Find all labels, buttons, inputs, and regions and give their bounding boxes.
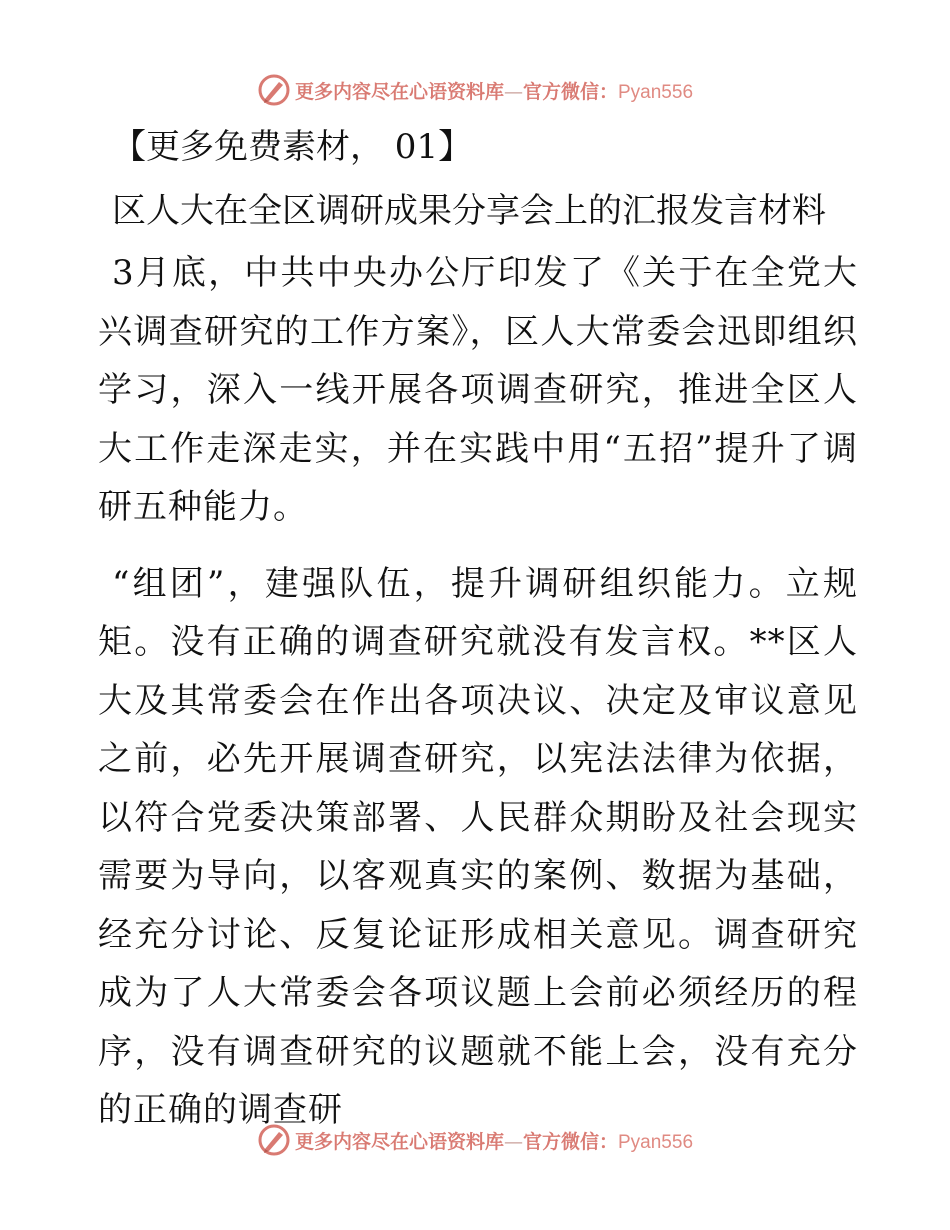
banner-text [295, 77, 693, 104]
pen-circle-logo-icon [257, 73, 291, 107]
paragraph-2: “组团”，建强队伍，提升调研组织能力。立规矩。没有正确的调查研究就没有发言权。**区人大及其常委会在作出各项决议、决定及审议意见之前，必先开展调查研究，以宪法法律为依据，以符合党委决策部署、人民群众期盼及社会现实需要为导向，以客观真实的案例、数据为基础，经充分讨论、反复论证形成相关意见。调查研究成为了人大常委会各项议题上会前必须经历的程序，没有调查研究的议题就不能上会，没有充分的正确的调查研 [98, 563, 858, 1130]
document-title: 区人大在全区调研成果分享会上的汇报发言材料 [112, 191, 826, 231]
header-banner-content [257, 73, 693, 107]
paragraph-1: 3月底，中共中央办公厅印发了《关于在全党大兴调查研究的工作方案》，区人大常委会迅即组织学习，深入一线开展各项调查研究，推进全区人大工作走深走实，并在实践中用“五招”提升了调研五种能力。 [98, 253, 858, 527]
header-banner [0, 70, 950, 110]
tag-line: 【更多免费素材， 01】 [112, 127, 473, 167]
banner-text [295, 1127, 693, 1154]
banner-wechat-id: Pyan556 [618, 81, 694, 103]
banner-label: 官方微信： [522, 80, 618, 103]
banner-separator: — [503, 1130, 523, 1153]
document-body [98, 118, 858, 1158]
footer-banner [0, 1120, 950, 1160]
banner-wechat-id: Pyan556 [618, 1131, 694, 1153]
footer-banner-content [257, 1123, 693, 1157]
banner-main-text: 更多内容尽在心语资料库 [294, 80, 504, 103]
pen-circle-logo-icon [257, 1123, 291, 1157]
banner-separator: — [503, 80, 523, 103]
banner-label: 官方微信： [522, 1130, 618, 1153]
banner-main-text: 更多内容尽在心语资料库 [294, 1130, 504, 1153]
